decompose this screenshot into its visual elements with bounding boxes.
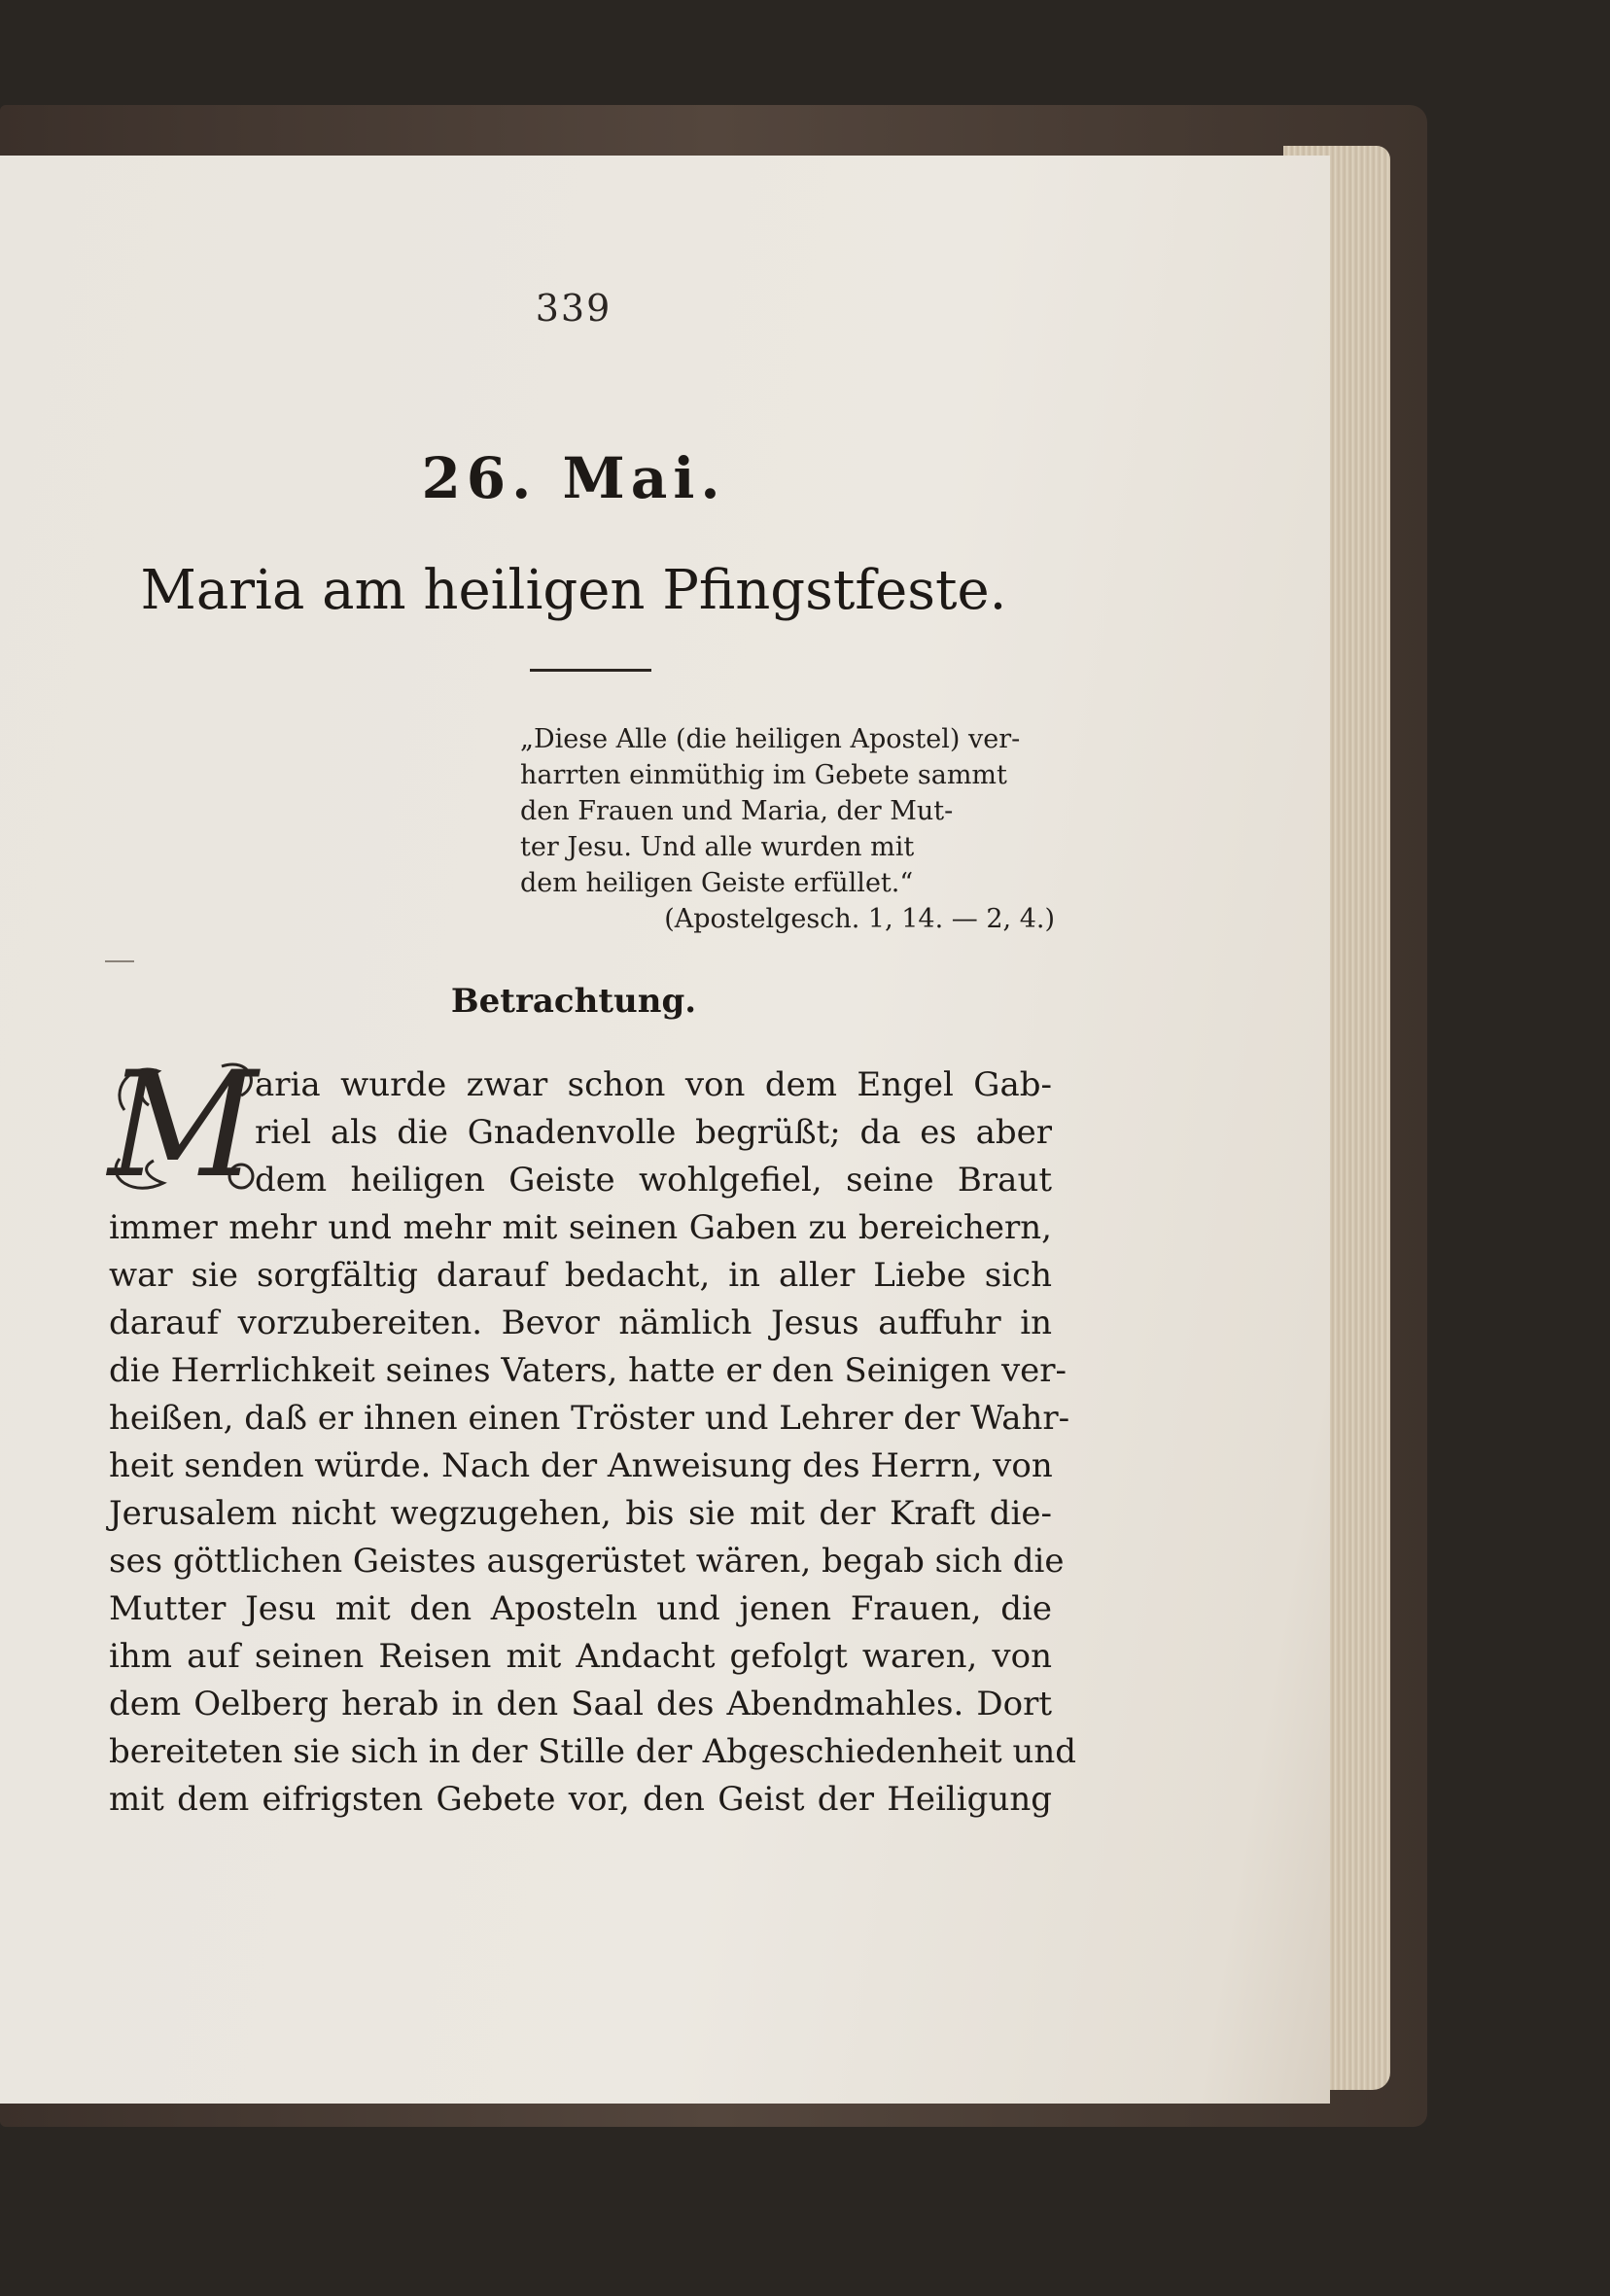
- body-line: Mutter Jesu mit den Aposteln und jenen Frauen, die: [109, 1589, 1052, 1628]
- body-line: heit senden würde. Nach der Anweisung des Herrn, von: [109, 1446, 1053, 1485]
- drop-cap-letter: M: [108, 1041, 258, 1210]
- body-text: [109, 1204, 1076, 1824]
- body-line: die Herrlichkeit seines Vaters, hatte er den Seinigen ver-: [109, 1351, 1068, 1390]
- flourish-icon: [105, 1052, 261, 1200]
- epigraph-line: dem heiligen Geiste erfüllet.“: [520, 868, 914, 898]
- epigraph-line: ter Jesu. Und alle wurden mit: [520, 832, 915, 862]
- body-line: darauf vorzubereiten. Bevor nämlich Jesus auffuhr in: [109, 1304, 1052, 1342]
- page-number: 339: [535, 287, 612, 330]
- body-line: dem Oelberg herab in den Saal des Abendmahles. Dort: [109, 1685, 1052, 1723]
- body-line: riel als die Gnadenvolle begrüßt; da es aber: [255, 1113, 1052, 1152]
- epigraph-line: harrten einmüthig im Gebete sammt: [520, 760, 1007, 790]
- epigraph-line: „Diese Alle (die heiligen Apostel) ver-: [520, 724, 1021, 754]
- body-line: Jerusalem nicht wegzugehen, bis sie mit der Kraft die-: [109, 1494, 1052, 1533]
- section-heading: Betrachtung.: [450, 982, 697, 1021]
- epigraph-quote: [520, 721, 1055, 901]
- epigraph-reference: (Apostelgesch. 1, 14. — 2, 4.): [664, 904, 1055, 934]
- body-line: bereiteten sie sich in der Stille der Abgeschiedenheit und: [109, 1732, 1076, 1771]
- epigraph-line: den Frauen und Maria, der Mut-: [520, 796, 954, 826]
- date-heading: 26. Mai.: [421, 445, 726, 511]
- ornamental-drop-cap: [105, 1041, 261, 1210]
- body-line: ihm auf seinen Reisen mit Andacht gefolgt waren, von: [109, 1637, 1052, 1676]
- feast-title: Maria am heiligen Pfingstfeste.: [140, 559, 1007, 622]
- title-divider: [530, 669, 651, 672]
- body-line: aria wurde zwar schon von dem Engel Gab-: [255, 1065, 1052, 1104]
- body-line: dem heiligen Geiste wohlgefiel, seine Braut: [255, 1161, 1052, 1200]
- margin-mark: [105, 960, 134, 962]
- body-line: mit dem eifrigsten Gebete vor, den Geist der Heiligung: [109, 1780, 1052, 1819]
- body-line: war sie sorgfältig darauf bedacht, in aller Liebe sich: [109, 1256, 1052, 1295]
- body-line: immer mehr und mehr mit seinen Gaben zu bereichern,: [109, 1208, 1052, 1247]
- body-line: ses göttlichen Geistes ausgerüstet wären, begab sich die: [109, 1542, 1065, 1581]
- body-line: heißen, daß er ihnen einen Tröster und Lehrer der Wahr-: [109, 1399, 1070, 1438]
- body-opening: [255, 1061, 1052, 1204]
